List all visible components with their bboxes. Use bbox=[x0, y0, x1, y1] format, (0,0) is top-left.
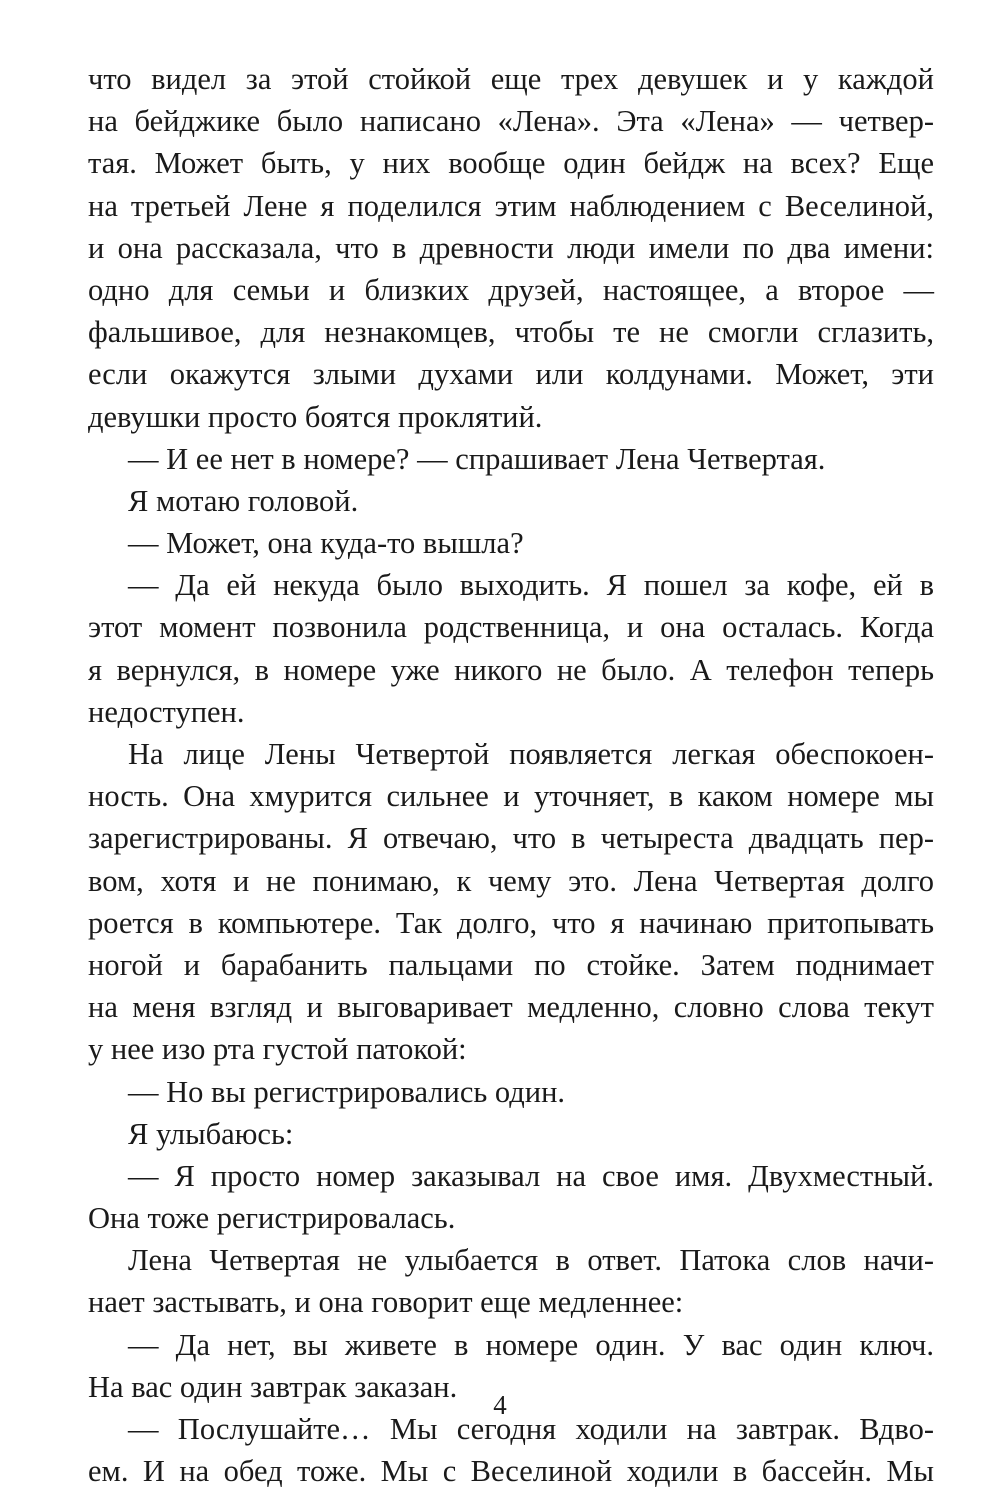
text-line: Я мотаю головой. bbox=[128, 483, 359, 518]
text-line: зарегистрированы. Я отвечаю, что в четыреста двадцать пер- bbox=[88, 821, 934, 856]
text-line: вом, хотя и не понимаю, к чему это. Лена Четвертая долго bbox=[88, 863, 934, 898]
text-line: — Да нет, вы живете в номере один. У вас один ключ. bbox=[128, 1327, 934, 1362]
text-line: на третьей Лене я поделился этим наблюдением с Веселиной, bbox=[88, 188, 934, 223]
page-number: 4 bbox=[493, 1390, 507, 1420]
text-line: Она тоже регистрировалась. bbox=[88, 1201, 456, 1236]
text-line: — И ее нет в номере? — спрашивает Лена Четвертая. bbox=[128, 441, 826, 476]
text-line: ногой и барабанить пальцами по стойке. Затем поднимает bbox=[88, 947, 934, 982]
text-line: этот момент позвонила родственница, и она осталась. Когда bbox=[88, 610, 934, 645]
text-line: если окажутся злыми духами или колдунами. Может, эти bbox=[88, 357, 934, 392]
text-line: — Но вы регистрировались один. bbox=[128, 1074, 566, 1109]
text-line: ность. Она хмурится сильнее и уточняет, в каком номере мы bbox=[88, 779, 934, 814]
text-line: у нее изо рта густой патокой: bbox=[88, 1032, 467, 1067]
text-line: я вернулся, в номере уже никого не было. А телефон теперь bbox=[88, 652, 934, 687]
text-line: нает застывать, и она говорит еще медленнее: bbox=[88, 1285, 684, 1320]
text-line: недоступен. bbox=[88, 694, 245, 729]
text-line: — Может, она куда-то вышла? bbox=[128, 526, 524, 561]
text-line: Я улыбаюсь: bbox=[128, 1116, 294, 1151]
text-line: девушки просто боятся проклятий. bbox=[88, 399, 543, 434]
text-line: и она рассказала, что в древности люди имели по два имени: bbox=[88, 230, 934, 265]
text-line: Лена Четвертая не улыбается в ответ. Патока слов начи- bbox=[128, 1243, 934, 1278]
text-line: фальшивое, для незнакомцев, чтобы те не смогли сглазить, bbox=[88, 315, 934, 350]
text-line: роется в компьютере. Так долго, что я начинаю притопывать bbox=[88, 905, 934, 940]
text-line: что видел за этой стойкой еще трех девушек и у каждой bbox=[88, 62, 934, 96]
text-line: тая. Может быть, у них вообще один бейдж на всех? Еще bbox=[88, 146, 934, 181]
text-line: — Послушайте… Мы сегодня ходили на завтрак. Вдво- bbox=[128, 1412, 934, 1446]
text-line: — Да ей некуда было выходить. Я пошел за кофе, ей в bbox=[128, 568, 934, 603]
text-line: На вас один завтрак заказан. bbox=[88, 1369, 458, 1404]
text-line: на бейджике было написано «Лена». Эта «Лена» — четвер- bbox=[88, 104, 934, 139]
text-line: — Я просто номер заказывал на свое имя. Двухместный. bbox=[128, 1158, 934, 1193]
text-line: на меня взгляд и выговаривает медленно, словно слова текут bbox=[88, 990, 934, 1025]
book-page-text bbox=[88, 58, 934, 1492]
text-line: одно для семьи и близких друзей, настоящее, а второе — bbox=[88, 272, 934, 307]
text-line: На лице Лены Четвертой появляется легкая обеспокоен- bbox=[128, 737, 934, 771]
text-line: ем. И на обед тоже. Мы с Веселиной ходили в бассейн. Мы bbox=[88, 1454, 934, 1489]
